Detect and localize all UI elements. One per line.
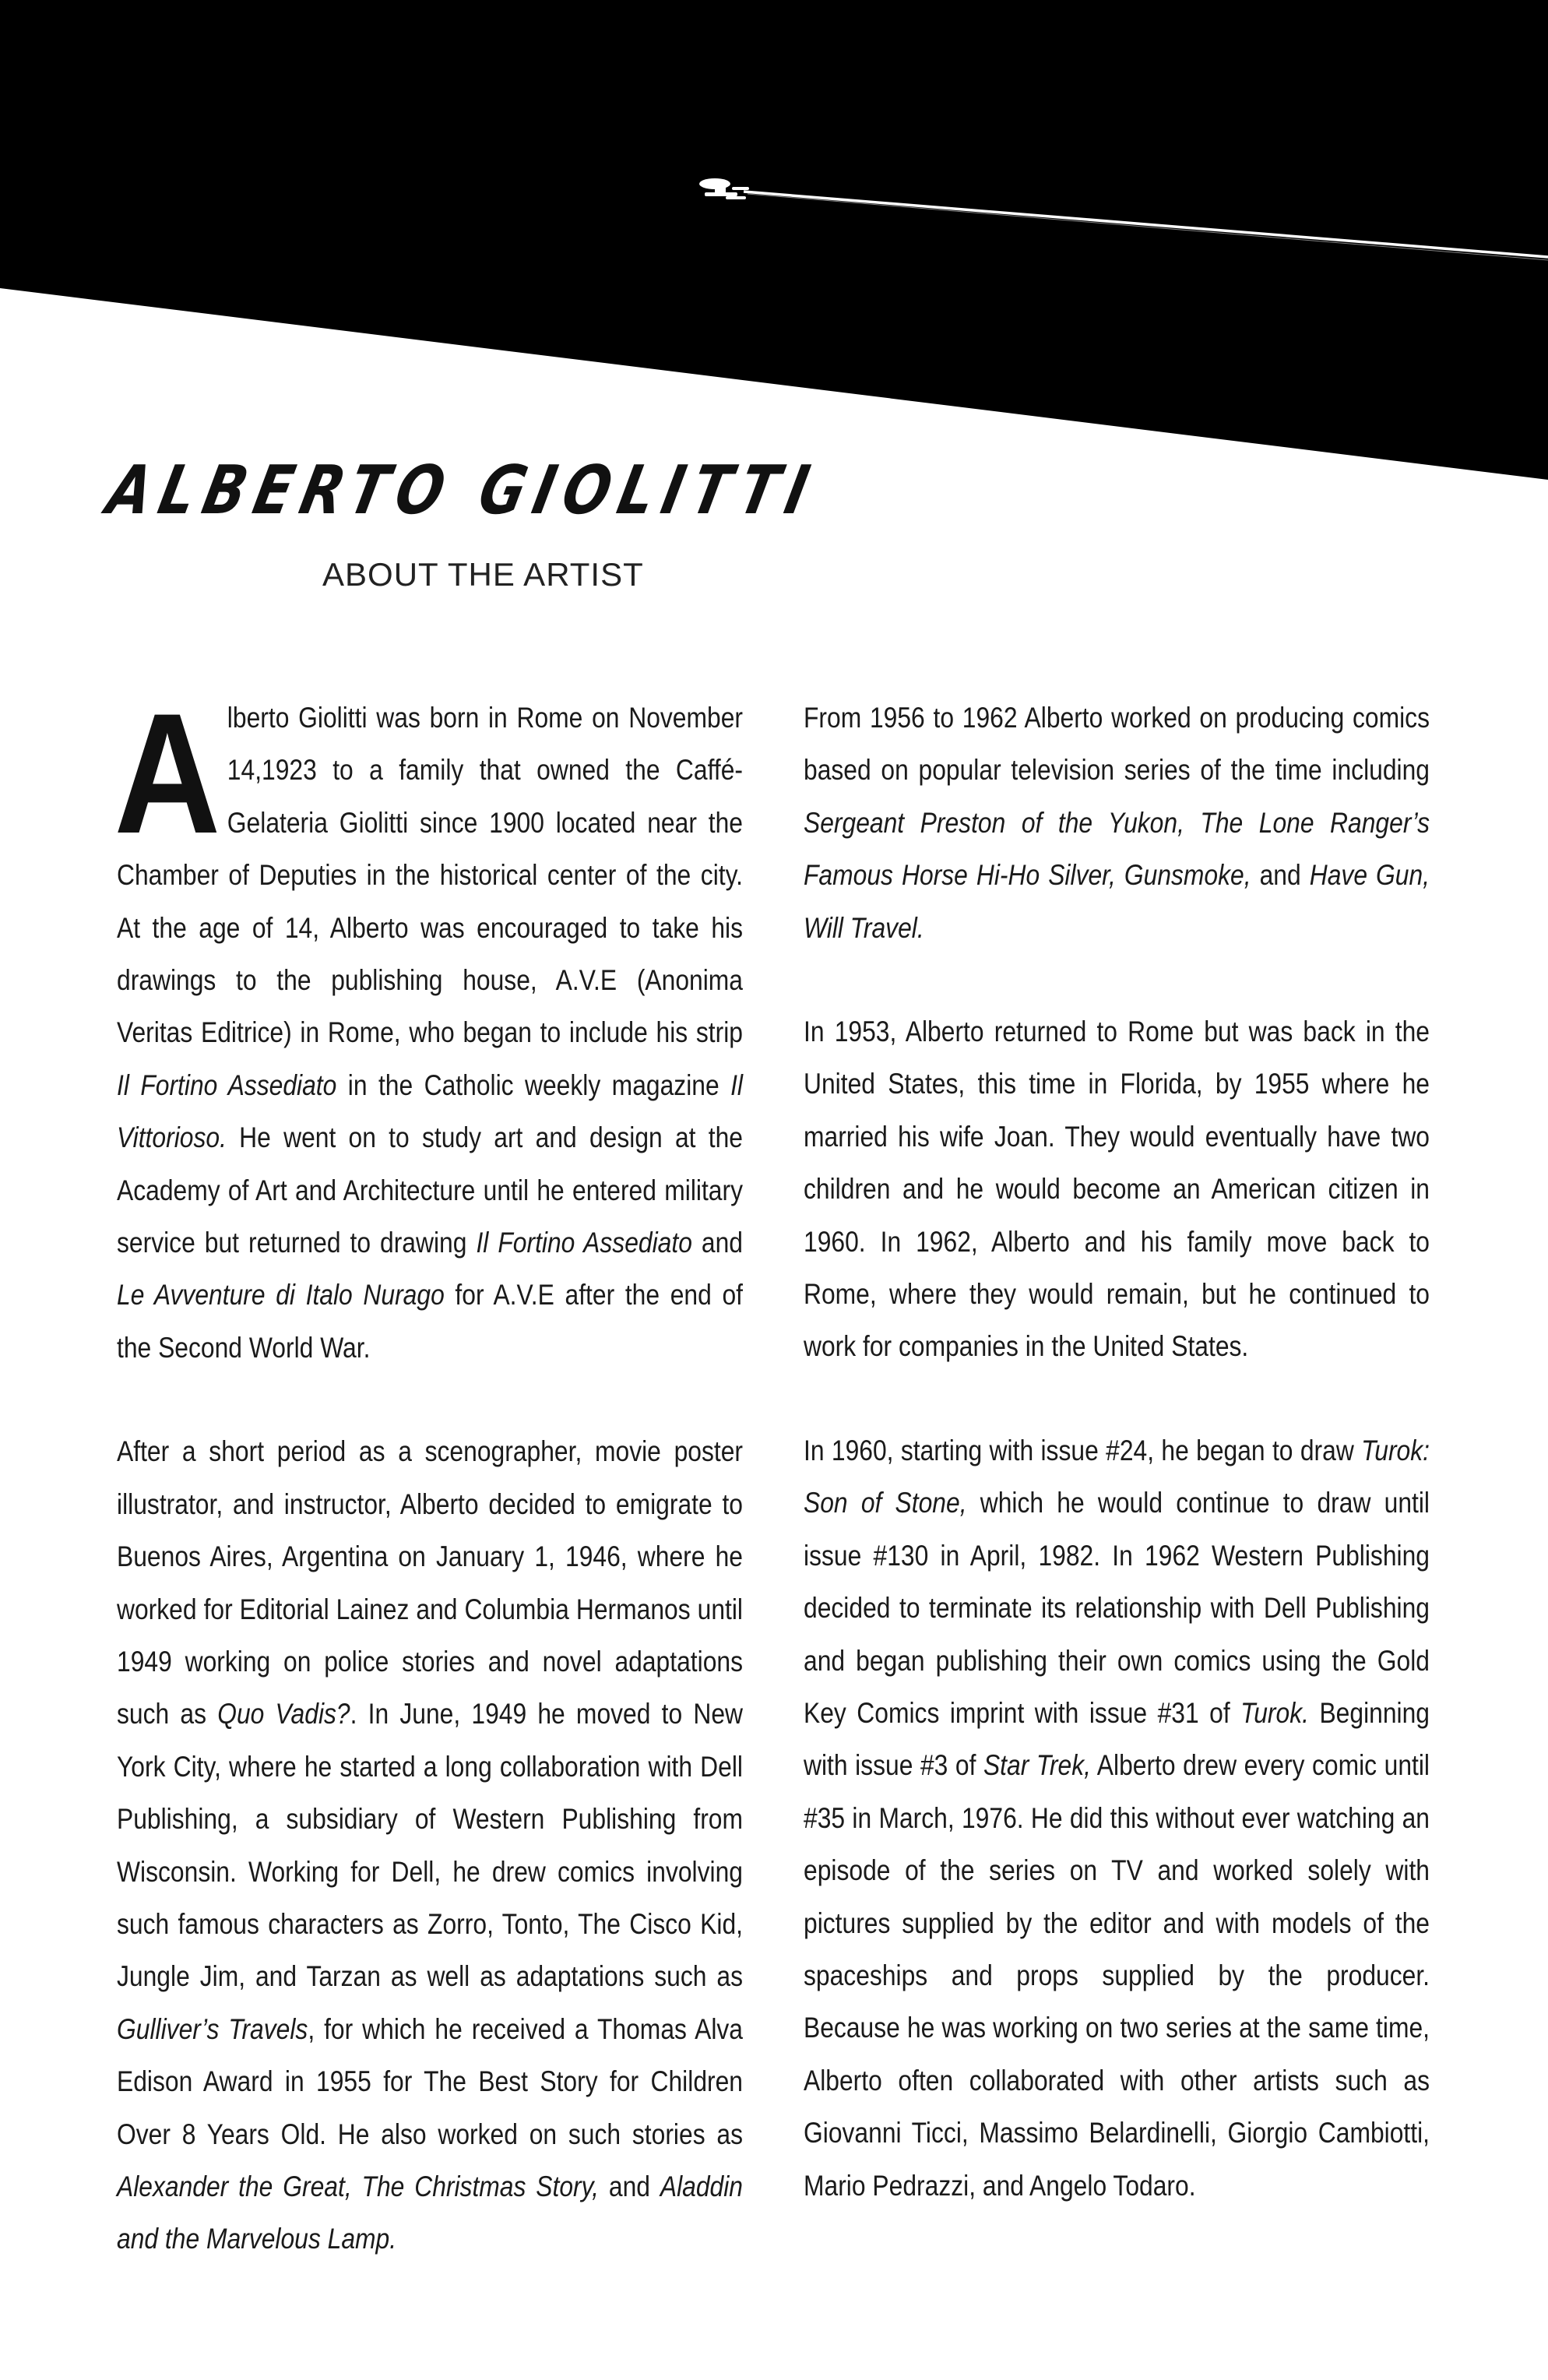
left-column xyxy=(114,678,744,2317)
right-paragraph-3 xyxy=(804,1424,1430,2212)
italic-title: Alexander the Great, The Christmas Story, xyxy=(117,2170,600,2202)
page-title: ALBERTO GIOLITTI xyxy=(100,452,825,530)
text-run: , for which he received a Thomas Alva Edison Award in 1955 for The Best Story for Children Over 8 Years Old. He also worked on such stories as xyxy=(117,2012,744,2150)
italic-title: Il Vittorioso. xyxy=(117,1069,743,1154)
text-run: After a short period as a scenographer, movie poster illustrator, and instructor, Alberto decided to emigrate to Buenos Aires, Argentina on January 1, 1946, where he worked for Editorial Lainez and Columbia Hermanos until 1949 working on police stories and novel adaptations such as xyxy=(117,1435,744,1730)
text-run: which he would continue to draw until issue #130 in April, 1982. In 1962 Western Publishing decided to terminate its relationship with Dell Publishing and began publishing their own comics using the Gold Key Comics imprint with issue #31 of xyxy=(804,1487,1430,1729)
text-run: and xyxy=(599,2170,660,2202)
text-run: in the Catholic weekly magazine xyxy=(336,1069,731,1101)
text-run: and xyxy=(1251,859,1310,892)
dropcap-letter: A xyxy=(114,678,221,869)
right-paragraph-2 xyxy=(804,1005,1430,1373)
text-run: lberto Giolitti was born in Rome on November 14,1923 to a family that owned the Caffé-Gelateria Giolitti since 1900 located near the Chamber of Deputies in the historical center of the city. At the age of 14, Alberto was encouraged to take his drawings to the publishing house, A.V.E (Anonima Veritas Editrice) in Rome, who began to include his strip xyxy=(117,702,744,1049)
text-run: and xyxy=(691,1227,744,1259)
text-run: From 1956 to 1962 Alberto worked on producing comics based on popular television series of the time including xyxy=(804,702,1430,787)
header-black-wedge xyxy=(0,0,1548,480)
text-run: for A.V.E after the end of the Second World War. xyxy=(117,1279,744,1364)
text-run: . In June, 1949 he moved to New York City, where he started a long collaboration with Dell Publishing, a subsidiary of Western Publishing from Wisconsin. Working for Dell, he drew comics involving such famous characters as Zorro, Tonto, The Cisco Kid, Jungle Jim, and Tarzan as well as adaptations such as xyxy=(117,1698,744,1993)
italic-title: Sergeant Preston of the Yukon, The Lone Ranger’s Famous Horse Hi-Ho Silver, Gunsmoke, xyxy=(804,806,1430,892)
italic-title: Quo Vadis? xyxy=(217,1698,350,1730)
text-run: He went on to study art and design at the Academy of Art and Architecture until he entered military service but returned to drawing xyxy=(117,1121,744,1259)
left-paragraph-2 xyxy=(117,1425,743,2266)
italic-title: Il Fortino Assediato xyxy=(117,1069,337,1101)
italic-title: Have Gun, Will Travel. xyxy=(804,859,1430,944)
italic-title: Star Trek, xyxy=(983,1749,1091,1782)
italic-title: Gulliver’s Travels xyxy=(117,2012,308,2045)
text-run: Beginning with issue #3 of xyxy=(804,1696,1430,1782)
text-run: In 1960, starting with issue #24, he began to draw xyxy=(804,1434,1362,1466)
italic-title: Il Fortino Assediato xyxy=(476,1227,692,1259)
italic-title: Turok. xyxy=(1240,1696,1309,1729)
text-run: In 1953, Alberto returned to Rome but was back in the United States, this time in Florida, by 1955 where he married his wife Joan. They would eventually have two children and he would become an American citizen in 1960. In 1962, Alberto and his family move back to Rome, where they would remain, but he continued to work for companies in the United States. xyxy=(804,1016,1430,1363)
right-paragraph-1 xyxy=(804,692,1430,954)
italic-title: Le Avventure di Italo Nurago xyxy=(117,1279,445,1311)
italic-title: Turok: Son of Stone, xyxy=(804,1434,1430,1519)
page-subtitle: ABOUT THE ARTIST xyxy=(322,556,644,593)
italic-title: Aladdin and the Marvelous Lamp. xyxy=(117,2170,744,2255)
text-run: Alberto drew every comic until #35 in March, 1976. He did this without ever watching an episode of the series on TV and worked solely with pictures supplied by the editor and with models of the spaceships and props supplied by the producer. Because he was working on two series at the same time, Alberto often collaborated with other artists such as Giovanni Ticci, Massimo Belardinelli, Giorgio Cambiotti, Mario Pedrazzi, and Angelo Todaro. xyxy=(804,1749,1430,2202)
right-column xyxy=(804,692,1430,2263)
header-band xyxy=(0,0,1548,498)
left-paragraph-1 xyxy=(114,678,744,1374)
